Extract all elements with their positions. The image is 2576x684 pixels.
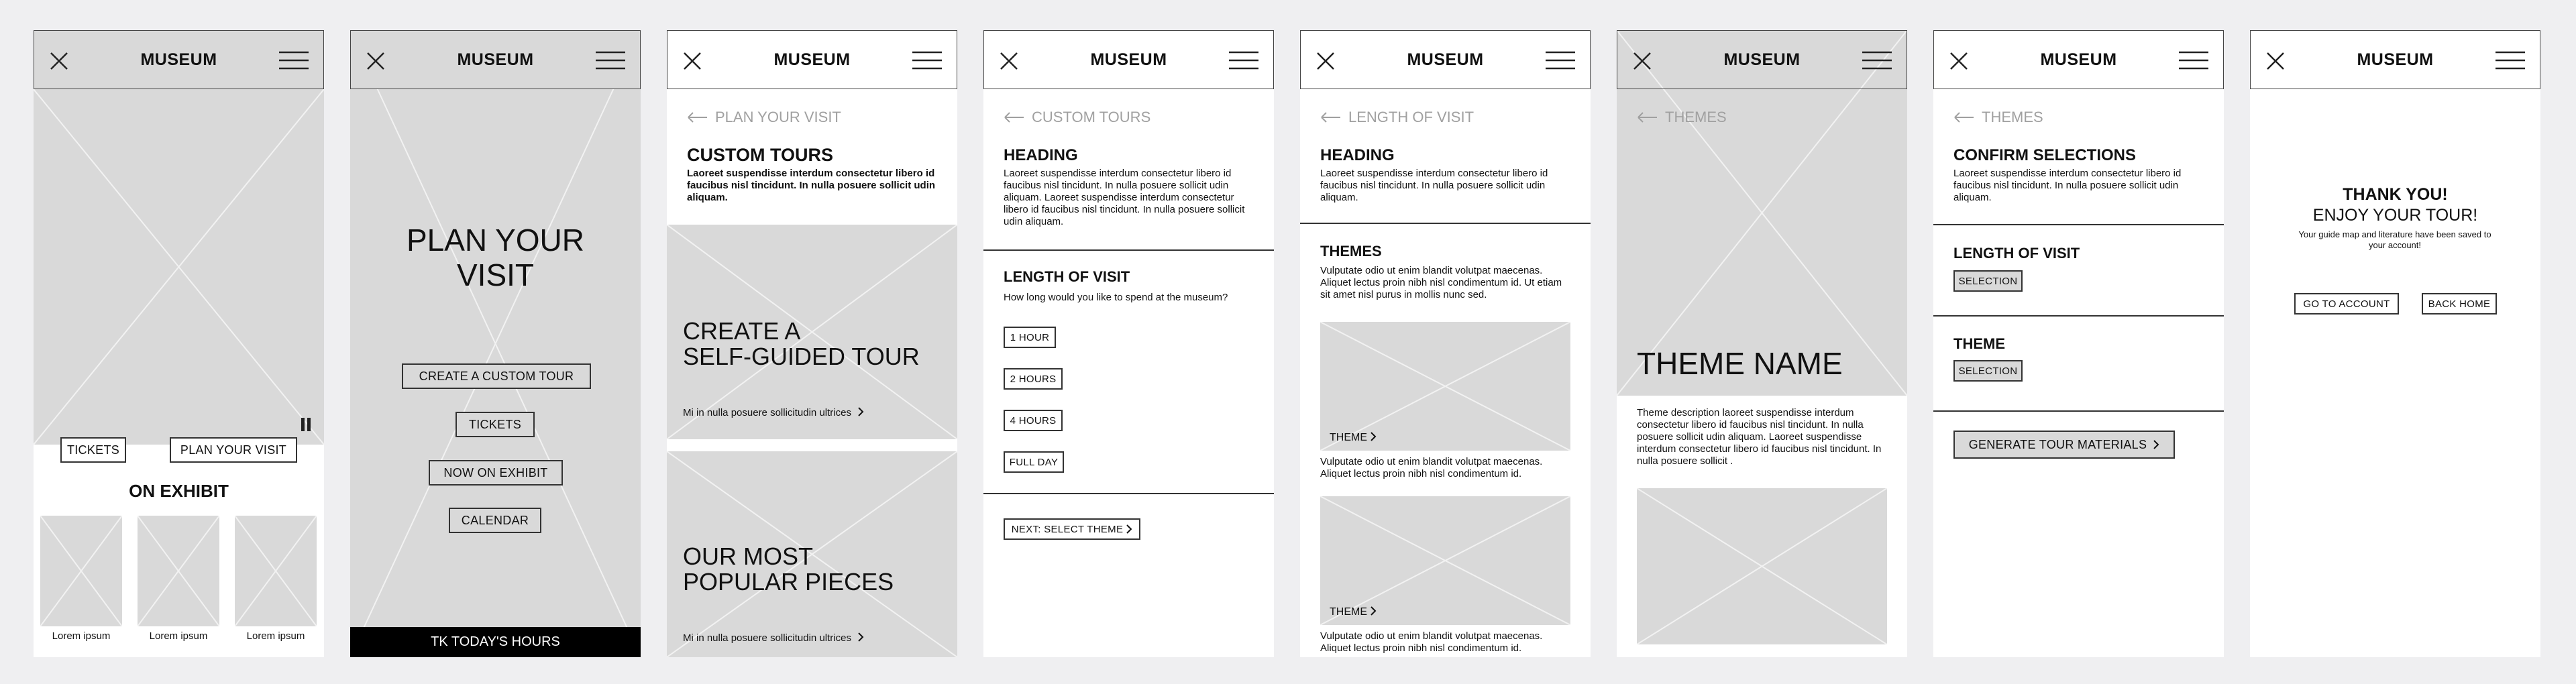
tour-card-link[interactable] <box>683 407 864 418</box>
top-bar <box>983 30 1274 89</box>
screen-theme-detail <box>1617 30 1907 657</box>
back-link-label: CUSTOM TOURS <box>1032 109 1151 125</box>
menu-icon[interactable] <box>1229 51 1258 70</box>
brand-title: MUSEUM <box>773 50 851 69</box>
divider <box>1300 223 1591 224</box>
menu-icon[interactable] <box>1862 51 1892 70</box>
option-2-hours[interactable]: 2 HOURS <box>1004 368 1063 390</box>
top-bar <box>350 30 641 89</box>
back-home-button[interactable]: BACK HOME <box>2422 293 2497 315</box>
brand-title: MUSEUM <box>2357 50 2434 69</box>
top-bar <box>34 30 324 89</box>
theme-name-title: THEME NAME <box>1637 346 1843 381</box>
page-heading: CONFIRM SELECTIONS <box>1953 146 2137 164</box>
go-to-account-button[interactable]: GO TO ACCOUNT <box>2294 293 2399 315</box>
divider <box>983 493 1274 494</box>
length-selection-chip[interactable]: SELECTION <box>1953 270 2023 292</box>
back-link[interactable] <box>1004 109 1150 126</box>
section-heading: LENGTH OF VISIT <box>1953 245 2080 262</box>
tour-card-link-label: Mi in nulla posuere sollicitudin ultrices <box>683 632 851 644</box>
back-arrow-icon <box>1320 112 1342 123</box>
top-bar <box>1933 30 2224 89</box>
tour-card-title-line: POPULAR PIECES <box>683 568 894 595</box>
generate-tour-materials-button[interactable] <box>1953 431 2175 459</box>
menu-icon[interactable] <box>596 51 625 70</box>
tour-card[interactable] <box>667 451 957 657</box>
back-link-label: LENGTH OF VISIT <box>1348 109 1474 125</box>
option-full-day[interactable]: FULL DAY <box>1004 451 1064 473</box>
back-link[interactable] <box>687 109 841 126</box>
hero-video-placeholder <box>34 89 324 445</box>
thank-you-line: THANK YOU! <box>2343 185 2448 204</box>
next-select-theme-label: NEXT: SELECT THEME <box>1011 523 1124 535</box>
exhibit-caption: Lorem ipsum <box>52 630 111 642</box>
chevron-right-icon <box>858 407 864 416</box>
section-heading: THEME <box>1953 335 2005 352</box>
menu-icon[interactable] <box>279 51 309 70</box>
plan-your-visit-button[interactable]: PLAN YOUR VISIT <box>170 437 297 463</box>
option-1-hour[interactable]: 1 HOUR <box>1004 327 1056 348</box>
chevron-right-icon <box>1371 606 1377 616</box>
exhibit-thumbnail[interactable] <box>138 516 219 626</box>
page-heading: CUSTOM TOURS <box>687 145 834 165</box>
divider <box>983 249 1274 251</box>
theme-card-label-text: THEME <box>1330 432 1367 443</box>
plan-visit-title-line: VISIT <box>456 258 535 292</box>
thank-you-heading <box>2250 184 2540 226</box>
intro-text: Laoreet suspendisse interdum consectetur libero id faucibus nisl tincidunt. In nulla posuere sollicit udin aliquam. Laoreet suspendisse interdum consectetur libero id faucibus nisl tincidunt. In nulla posuere sollicit udin aliquam. <box>1004 168 1245 227</box>
theme-card-label-text: THEME <box>1330 606 1367 618</box>
option-4-hours[interactable]: 4 HOURS <box>1004 410 1063 431</box>
tickets-button[interactable]: TICKETS <box>455 412 535 437</box>
screen-length-of-visit <box>983 30 1274 657</box>
intro-text: Laoreet suspendisse interdum consectetur libero id faucibus nisl tincidunt. In nulla posuere sollicit udin aliquam. <box>687 168 936 203</box>
plan-visit-title-line: PLAN YOUR <box>406 223 585 258</box>
theme-card-label <box>1330 432 1377 444</box>
brand-title: MUSEUM <box>1723 50 1801 69</box>
themes-description: Vulputate odio ut enim blandit volutpat maecenas. Aliquet lectus proin nibh nisl condimentum id. Ut etiam sit amet nisl purus in mollis nunc sed. <box>1320 265 1562 300</box>
intro-text: Laoreet suspendisse interdum consectetur libero id faucibus nisl tincidunt. In nulla posuere sollicit udin aliquam. <box>1320 168 1548 203</box>
tour-card[interactable] <box>667 225 957 439</box>
confirmation-note: Your guide map and literature have been saved to your account! <box>2298 229 2491 250</box>
brand-title: MUSEUM <box>2040 50 2117 69</box>
brand-title: MUSEUM <box>140 50 217 69</box>
intro-text: Laoreet suspendisse interdum consectetur libero id faucibus nisl tincidunt. In nulla posuere sollicit udin aliquam. <box>1953 168 2182 203</box>
back-link-label: THEMES <box>1982 109 2043 125</box>
exhibit-thumbnail[interactable] <box>235 516 317 626</box>
next-select-theme-button[interactable] <box>1004 518 1140 540</box>
chevron-right-icon <box>858 632 864 642</box>
on-exhibit-heading: ON EXHIBIT <box>129 481 229 501</box>
tour-card-title <box>683 544 894 595</box>
menu-icon[interactable] <box>1546 51 1575 70</box>
todays-hours-bar: TK TODAY'S HOURS <box>350 627 641 657</box>
menu-icon[interactable] <box>2496 51 2525 70</box>
exhibit-caption: Lorem ipsum <box>246 630 305 642</box>
tour-card-link-label: Mi in nulla posuere sollicitudin ultrices <box>683 407 851 418</box>
theme-card-label <box>1330 606 1377 618</box>
question-text: How long would you like to spend at the museum? <box>1004 292 1228 303</box>
screen-thank-you <box>2250 30 2540 657</box>
theme-detail-description: Theme description laoreet suspendisse interdum consectetur libero id faucibus nisl tincidunt. In nulla posuere sollicit udin aliquam. Laoreet suspendisse interdum consectetur libero id faucibus nisl tincidunt. In nulla posuere sollicit . <box>1637 407 1882 467</box>
top-bar <box>1300 30 1591 89</box>
theme-selection-chip[interactable]: SELECTION <box>1953 360 2023 382</box>
thank-you-line: ENJOY YOUR TOUR! <box>2312 206 2478 225</box>
back-link[interactable] <box>1637 109 1727 126</box>
section-heading: THEMES <box>1320 243 1382 260</box>
now-on-exhibit-button[interactable]: NOW ON EXHIBIT <box>429 460 563 486</box>
top-bar <box>1617 30 1907 89</box>
back-link-label: THEMES <box>1665 109 1727 125</box>
tickets-button[interactable]: TICKETS <box>60 437 126 463</box>
tour-card-title-line: OUR MOST <box>683 543 813 570</box>
divider <box>1933 410 2224 412</box>
brand-title: MUSEUM <box>1090 50 1167 69</box>
theme-image-placeholder <box>1637 488 1887 644</box>
menu-icon[interactable] <box>2179 51 2208 70</box>
back-arrow-icon <box>1953 112 1975 123</box>
section-heading: LENGTH OF VISIT <box>1004 268 1130 285</box>
screen-custom-tours <box>667 30 957 657</box>
generate-tour-materials-label: GENERATE TOUR MATERIALS <box>1968 437 2147 451</box>
brand-title: MUSEUM <box>457 50 534 69</box>
calendar-button[interactable]: CALENDAR <box>449 508 541 533</box>
theme-card[interactable] <box>1320 322 1570 451</box>
divider <box>1933 224 2224 225</box>
back-arrow-icon <box>1637 112 1658 123</box>
menu-icon[interactable] <box>912 51 942 70</box>
page-heading: HEADING <box>1004 146 1078 164</box>
page-heading: HEADING <box>1320 146 1395 164</box>
plan-visit-title <box>350 223 641 292</box>
brand-title: MUSEUM <box>1407 50 1484 69</box>
tour-card-title-line: SELF-GUIDED TOUR <box>683 343 920 370</box>
back-link[interactable] <box>1953 109 2043 126</box>
tour-card-title <box>683 319 920 369</box>
back-arrow-icon <box>687 112 708 123</box>
theme-description: Vulputate odio ut enim blandit volutpat maecenas. Aliquet lectus proin nibh nisl condimentum id. <box>1320 630 1543 654</box>
top-bar <box>2250 30 2540 89</box>
screen-themes <box>1300 30 1591 657</box>
screen-home <box>34 30 324 657</box>
chevron-right-icon <box>1371 432 1377 441</box>
create-custom-tour-button[interactable]: CREATE A CUSTOM TOUR <box>402 363 591 389</box>
chevron-right-icon <box>2153 440 2159 449</box>
chevron-right-icon <box>1126 524 1132 534</box>
theme-description: Vulputate odio ut enim blandit volutpat maecenas. Aliquet lectus proin nibh nisl condimentum id. <box>1320 456 1543 479</box>
top-bar <box>667 30 957 89</box>
back-link[interactable] <box>1320 109 1474 126</box>
divider <box>1933 315 2224 317</box>
back-arrow-icon <box>1004 112 1025 123</box>
exhibit-caption: Lorem ipsum <box>149 630 208 642</box>
exhibit-thumbnail[interactable] <box>40 516 122 626</box>
screen-menu <box>350 30 641 657</box>
back-link-label: PLAN YOUR VISIT <box>715 109 841 125</box>
tour-card-link[interactable] <box>683 632 864 644</box>
tour-card-title-line: CREATE A <box>683 317 801 345</box>
pause-icon[interactable] <box>300 418 312 431</box>
screen-confirm-selections <box>1933 30 2224 657</box>
theme-card[interactable] <box>1320 496 1570 625</box>
